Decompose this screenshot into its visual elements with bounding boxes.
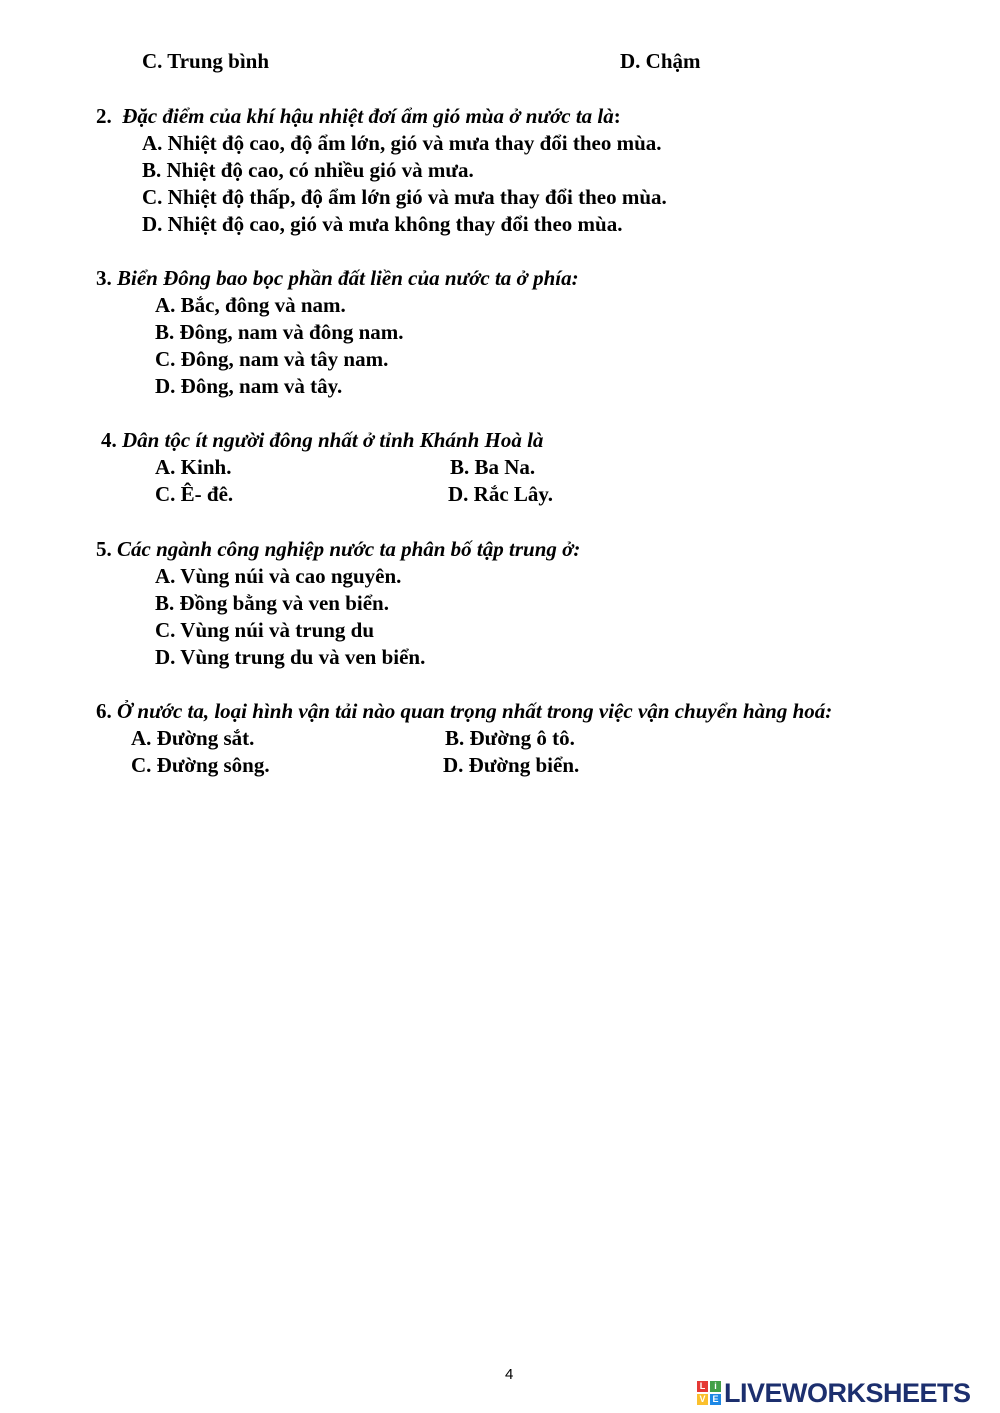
q3-option-c: C. Đông, nam và tây nam. (155, 347, 389, 371)
question-colon: : (613, 104, 621, 128)
page-number: 4 (505, 1366, 514, 1383)
question-number: 3. (96, 266, 112, 290)
question-2 (96, 103, 621, 129)
logo-tile: i (710, 1381, 721, 1392)
prev-option-c: C. Trung bình (142, 49, 270, 73)
logo-tile: V (697, 1394, 708, 1405)
q6-option-a: A. Đường sắt. (131, 726, 255, 750)
prev-option-d: D. Chậm (620, 49, 701, 73)
q4-option-b: B. Ba Na. (450, 455, 536, 479)
question-4 (101, 427, 543, 453)
question-text: Các ngành công nghiệp nước ta phân bố tập trung ở: (117, 537, 581, 561)
liveworksheets-brand (697, 1378, 971, 1408)
q6-option-c: C. Đường sông. (131, 753, 270, 777)
question-number: 5. (96, 537, 112, 561)
q5-option-b: B. Đồng bằng và ven biển. (155, 591, 389, 615)
q6-option-d: D. Đường biển. (443, 753, 580, 777)
logo-tile: E (710, 1394, 721, 1405)
q3-option-b: B. Đông, nam và đông nam. (155, 320, 404, 344)
question-text: Ở nước ta, loại hình vận tải nào quan trọng nhất trong việc vận chuyển hàng hoá: (117, 699, 833, 723)
question-5 (96, 536, 580, 562)
q3-option-d: D. Đông, nam và tây. (155, 374, 343, 398)
q2-option-b: B. Nhiệt độ cao, có nhiều gió và mưa. (142, 158, 474, 182)
q4-option-a: A. Kinh. (155, 455, 232, 479)
question-3 (96, 265, 579, 291)
question-text: Dân tộc ít người đông nhất ở tỉnh Khánh Hoà là (122, 428, 544, 452)
question-number: 2. (96, 104, 112, 128)
brand-name: LIVEWORKSHEETS (724, 1377, 971, 1408)
q4-option-c: C. Ê- đê. (155, 482, 234, 506)
q2-option-d: D. Nhiệt độ cao, gió và mưa không thay đổi theo mùa. (142, 212, 623, 236)
q5-option-d: D. Vùng trung du và ven biển. (155, 645, 426, 669)
question-text: Đặc điểm của khí hậu nhiệt đơí ẩm gió mùa ở nước ta là (122, 104, 614, 128)
question-6 (96, 698, 832, 724)
question-text: Biển Đông bao bọc phần đất liền của nước ta ở phía: (117, 266, 579, 290)
question-number: 6. (96, 699, 112, 723)
q5-option-a: A. Vùng núi và cao nguyên. (155, 564, 402, 588)
q3-option-a: A. Bắc, đông và nam. (155, 293, 346, 317)
q5-option-c: C. Vùng núi và trung du (155, 618, 375, 642)
q4-option-d: D. Rắc Lây. (448, 482, 553, 506)
q2-option-a: A. Nhiệt độ cao, độ ẩm lớn, gió và mưa thay đổi theo mùa. (142, 131, 662, 155)
q2-option-c: C. Nhiệt độ thấp, độ ẩm lớn gió và mưa thay đổi theo mùa. (142, 185, 667, 209)
q6-option-b: B. Đường ô tô. (445, 726, 575, 750)
liveworksheets-logo-icon (697, 1381, 721, 1405)
question-number: 4. (101, 428, 117, 452)
logo-tile: L (697, 1381, 708, 1392)
